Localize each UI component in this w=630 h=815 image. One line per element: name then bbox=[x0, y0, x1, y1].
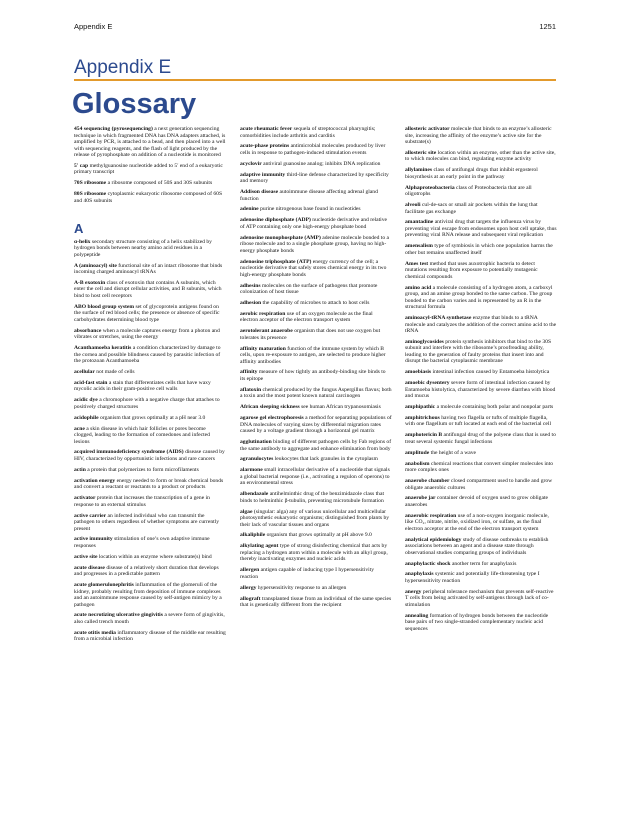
glossary-term: amoebiasis bbox=[405, 369, 432, 376]
glossary-definition: class of exotoxin that contains A subunits, which enter the cell and disrupt cellular activities, and B subunits, which bind to host cell receptors bbox=[74, 279, 222, 299]
glossary-term: activation energy bbox=[74, 477, 116, 484]
glossary-entry bbox=[240, 235, 392, 255]
glossary-entry bbox=[240, 346, 392, 366]
glossary-entry bbox=[405, 495, 557, 508]
glossary-entry bbox=[240, 126, 392, 139]
glossary-term: A (aminoacyl) site bbox=[74, 262, 117, 269]
glossary-entry bbox=[240, 172, 392, 185]
glossary-definition: use of an oxygen molecule as the final electron acceptor of the electron transport system bbox=[240, 310, 373, 324]
glossary-definition: secondary structure consisting of a helix stabilized by hydrogen bonds between nearby amino acid residues in a polypeptide bbox=[74, 238, 212, 258]
glossary-term: aerotolerant anaerobe bbox=[240, 328, 293, 335]
glossary-term: 70S ribosome bbox=[74, 180, 107, 187]
glossary-entry bbox=[240, 328, 392, 341]
glossary-entry bbox=[405, 478, 557, 491]
glossary-term: adenosine monophosphate (AMP) bbox=[240, 234, 321, 241]
glossary-definition: protein synthesis inhibitors that bind to the 30S subunit and interfere with the ribosome’s proofreading ability, leading to the generation of faulty proteins that insert into and disrupt the bacterial cytoplasmic membrane bbox=[405, 338, 552, 365]
glossary-definition: a ribosome composed of 50S and 30S subunits bbox=[107, 180, 213, 187]
glossary-term: acellular bbox=[74, 369, 95, 376]
glossary-definition: third-line defense characterized by specificity and memory bbox=[240, 171, 389, 185]
glossary-term: activator bbox=[74, 495, 96, 502]
glossary-entry bbox=[405, 315, 557, 335]
glossary-entry bbox=[74, 467, 226, 474]
glossary-definition: antimicrobial molecules produced by liver cells in response to pathogen-induced stimulation events bbox=[240, 143, 386, 156]
glossary-term: Ames test bbox=[405, 260, 429, 267]
glossary-entry bbox=[405, 589, 557, 609]
glossary-definition: disease caused by HIV, characterized by opportunistic infections and rare cancers bbox=[74, 449, 225, 462]
glossary-definition: functional site of an intact ribosome that binds incoming charged aminoacyl tRNAs bbox=[74, 262, 223, 276]
glossary-definition: adenine molecule bonded to a ribose molecule and to a single phosphate group, having no high-energy phosphate bonds bbox=[240, 234, 390, 254]
glossary-definition: a condition characterized by damage to the cornea and possible blindness caused by parasitic infection of the protozoan Acanthamoeba bbox=[74, 345, 221, 365]
glossary-definition: a molecule containing both polar and nonpolar parts bbox=[436, 404, 554, 411]
glossary-term: acyclovir bbox=[240, 160, 262, 167]
glossary-definition: use of a non-oxygen inorganic molecule, like CO₂, nitrate, nitrite, oxidized iron, or sulfate, as the final electron acceptor at the end of the electron transport system bbox=[405, 512, 549, 532]
glossary-term: African sleeping sickness bbox=[240, 404, 300, 411]
glossary-term: anergy bbox=[405, 588, 422, 595]
glossary-term: adenosine diphosphate (ADP) bbox=[240, 217, 311, 224]
glossary-column-3 bbox=[405, 126, 557, 637]
running-header bbox=[74, 22, 556, 34]
glossary-term: aerobic respiration bbox=[240, 310, 286, 317]
glossary-term: allosteric activator bbox=[405, 126, 450, 132]
glossary-definition: chemical reactions that convert simpler molecules into more complex ones bbox=[405, 460, 554, 474]
glossary-entry bbox=[405, 537, 557, 557]
glossary-definition: closed compartment used to handle and grow obligate anaerobic cultures bbox=[405, 478, 553, 491]
glossary-definition: function of the immune system by which B cells, upon re-exposure to antigen, are selected to produce higher affinity antibodies bbox=[240, 345, 386, 365]
glossary-definition: molecules on the surface of pathogens that promote colonization of host tissue bbox=[240, 282, 378, 296]
glossary-definition: protein that increases the transcription of a gene in response to an external stimulus bbox=[74, 495, 210, 508]
glossary-definition: a severe form of gingivitis, also called trench mouth bbox=[74, 612, 225, 625]
glossary-definition: purine nitrogenous base found in nucleotides bbox=[260, 206, 361, 213]
glossary-entry bbox=[405, 432, 557, 445]
glossary-column-2 bbox=[240, 126, 392, 613]
glossary-definition: antiviral guanosine analog; inhibits DNA replication bbox=[263, 160, 381, 167]
glossary-entry bbox=[74, 263, 226, 276]
glossary-term: adaptive immunity bbox=[240, 171, 286, 178]
glossary-definition: class of antifungal drugs that inhibit ergosterol biosynthesis at an early point in the pathway bbox=[405, 167, 538, 180]
glossary-term: acute glomerulonephritis bbox=[74, 582, 134, 589]
glossary-entry bbox=[405, 450, 557, 457]
glossary-term: acquired immunodeficiency syndrome (AIDS) bbox=[74, 449, 184, 456]
glossary-entry bbox=[74, 582, 226, 608]
glossary-definition: enzyme that binds to a tRNA molecule and catalyzes the addition of the correct amino acid to the tRNA bbox=[405, 315, 557, 335]
glossary-entry bbox=[240, 206, 392, 213]
section-letter: A bbox=[74, 221, 84, 237]
glossary-entry bbox=[405, 150, 557, 163]
glossary-definition: having two flagella or tufts of multiple flagella, with one flagellum or tuft located at each end of the bacterial cell bbox=[405, 414, 551, 428]
glossary-entry bbox=[74, 180, 226, 187]
glossary-entry bbox=[405, 513, 557, 533]
glossary-entry bbox=[405, 219, 557, 239]
glossary-entry bbox=[74, 280, 226, 300]
glossary-term: alkylating agent bbox=[240, 543, 279, 550]
glossary-definition: systemic and potentially life-threatening type I hypersensitivity reaction bbox=[405, 571, 540, 584]
glossary-definition: type of symbiosis in which one population harms the other but remains unaffected itself bbox=[405, 243, 553, 256]
glossary-entry bbox=[240, 415, 392, 435]
glossary-definition: a method for separating populations of DNA molecules of varying sizes by differential migration rates caused by a voltage gradient through a horizontal gel matrix bbox=[240, 415, 392, 435]
glossary-definition: sequela of streptococcal pharyngitis; comorbidities include arthritis and carditis bbox=[240, 126, 376, 139]
glossary-term: anaphylactic shock bbox=[405, 560, 451, 567]
glossary-definition: antifungal drug of the polyene class that is used to treat several systemic fungal infections bbox=[405, 432, 556, 445]
glossary-term: affinity maturation bbox=[240, 345, 286, 352]
glossary-entry bbox=[240, 161, 392, 168]
glossary-entry bbox=[240, 300, 392, 307]
glossary-entry bbox=[405, 339, 557, 365]
glossary-term: Acanthamoeba keratitis bbox=[74, 345, 132, 352]
glossary-definition: a molecule consisting of a hydrogen atom, a carboxyl group, and an amine group bonded to the same carbon. The group bonded to the carbon varies and is represented by an R in the structural formula bbox=[405, 284, 553, 311]
glossary-term: allograft bbox=[240, 595, 261, 602]
glossary-term: Alphaproteobacteria bbox=[405, 184, 455, 191]
glossary-term: anaphylaxis bbox=[405, 571, 434, 578]
glossary-entry bbox=[240, 439, 392, 452]
glossary-entry bbox=[240, 456, 392, 463]
glossary-term: acidic dye bbox=[74, 397, 98, 404]
glossary-entry bbox=[74, 191, 226, 204]
glossary-entry bbox=[405, 261, 557, 281]
glossary-definition: formation of hydrogen bonds between the nucleotide base pairs of two single-stranded complementary nucleic acid sequences bbox=[405, 612, 549, 632]
glossary-term: anaerobe jar bbox=[405, 495, 436, 502]
glossary-term: adenosine triphosphate (ATP) bbox=[240, 258, 312, 265]
glossary-term: alarmone bbox=[240, 467, 263, 474]
glossary-entry bbox=[240, 404, 392, 411]
glossary-term: amphitrichous bbox=[405, 414, 440, 421]
glossary-entry bbox=[240, 387, 392, 400]
glossary-definition: leukocytes that lack granules in the cytoplasm bbox=[274, 456, 378, 463]
glossary-entry bbox=[405, 613, 557, 633]
glossary-definition: not made of cells bbox=[96, 369, 135, 376]
glossary-definition: disease of a relatively short duration that develops and progresses in a predictable pattern bbox=[74, 564, 219, 578]
glossary-term: agglutination bbox=[240, 439, 272, 446]
glossary-definition: a next generation sequencing technique in which fragmented DNA has DNA adapters attached, is amplified by PCR, is attached to a bead, and then placed into a well with sequencing reagents, and the flash of light produced by the release of pyrophosphate on addition of a nucleotide is monitored bbox=[74, 126, 226, 158]
glossary-entry bbox=[405, 185, 557, 198]
glossary-definition: organism that grows optimally at pH above 9.0 bbox=[266, 532, 372, 539]
glossary-term: ABO blood group system bbox=[74, 303, 135, 310]
glossary-term: aflatoxin bbox=[240, 386, 262, 393]
glossary-term: Addison disease bbox=[240, 189, 279, 196]
glossary-entry bbox=[405, 243, 557, 256]
glossary-term: acidophile bbox=[74, 414, 99, 421]
glossary-term: agarose gel electrophoresis bbox=[240, 415, 304, 422]
glossary-entry bbox=[405, 380, 557, 400]
glossary-definition: (singular: alga) any of various unicellular and multicellular photosynthetic eukaryotic organisms; distinguished from plants by their lack of vascular tissues and organs bbox=[240, 508, 390, 528]
glossary-definition: antihelminthic drug of the benzimidazole class that binds to helminthic β-tubulin, preventing microtubule formation bbox=[240, 491, 385, 504]
glossary-entry bbox=[74, 415, 226, 422]
glossary-term: allergy bbox=[240, 584, 257, 591]
glossary-definition: inflammatory disease of the middle ear resulting from a microbial infection bbox=[74, 629, 226, 643]
glossary-definition: energy currency of the cell; a nucleotide derivative that safely stores chemical energy in its two high-energy phosphate bonds bbox=[240, 258, 387, 278]
glossary-entry bbox=[240, 369, 392, 382]
glossary-entry bbox=[74, 304, 226, 324]
glossary-entry bbox=[74, 554, 226, 561]
glossary-entry bbox=[240, 311, 392, 324]
glossary-term: acute-phase proteins bbox=[240, 143, 290, 150]
glossary-term: analytical epidemiology bbox=[405, 536, 462, 543]
glossary-column-1 bbox=[74, 126, 226, 647]
glossary-term: annealing bbox=[405, 612, 429, 619]
glossary-term: alkaliphile bbox=[240, 532, 266, 539]
glossary-entry bbox=[405, 369, 557, 376]
glossary-definition: a skin disease in which hair follicles or pores become clogged, leading to the formation of comedones and infected lesions bbox=[74, 425, 210, 445]
glossary-entry bbox=[240, 259, 392, 279]
glossary-definition: peripheral tolerance mechanism that prevents self-reactive T cells from being activated by self-antigens through lack of co-stimulation bbox=[405, 588, 554, 608]
appendix-heading: Appendix E bbox=[74, 57, 172, 78]
glossary-definition: a stain that differentiates cells that have waxy mycolic acids in their gram-positive cell walls bbox=[74, 379, 211, 393]
glossary-term: absorbance bbox=[74, 327, 102, 334]
glossary-entry bbox=[240, 467, 392, 487]
glossary-definition: cytoplasmic eukaryotic ribosome composed of 60S and 40S subunits bbox=[74, 191, 223, 204]
glossary-entry bbox=[74, 565, 226, 578]
glossary-definition: a chromophore with a negative charge that attaches to positively charged structures bbox=[74, 397, 220, 410]
glossary-term: agranulocytes bbox=[240, 456, 274, 463]
glossary-entry bbox=[240, 543, 392, 563]
glossary-definition: the height of a wave bbox=[430, 449, 477, 456]
glossary-term: allylamines bbox=[405, 167, 433, 174]
page-number: 1251 bbox=[539, 22, 556, 31]
glossary-term: anabolism bbox=[405, 460, 430, 467]
glossary-entry bbox=[240, 491, 392, 504]
glossary-entry bbox=[240, 143, 392, 156]
glossary-entry bbox=[74, 478, 226, 491]
glossary-definition: hypersensitivity response to an allergen bbox=[257, 584, 347, 591]
glossary-term: actin bbox=[74, 466, 86, 473]
glossary-term: adhesins bbox=[240, 282, 261, 289]
glossary-definition: molecule that binds to an enzyme’s allosteric site, increasing the affinity of the enzyme’s active site for the substrate(s) bbox=[405, 126, 552, 145]
glossary-term: amoebic dysentery bbox=[405, 380, 450, 387]
glossary-term: amantadine bbox=[405, 219, 434, 226]
glossary-entry bbox=[240, 596, 392, 609]
glossary-term: amino acid bbox=[405, 284, 432, 291]
glossary-definition: chemical produced by the fungus Aspergillus flavus; both a toxin and the most potent known natural carcinogen bbox=[240, 386, 392, 400]
glossary-definition: type of strong disinfecting chemical that acts by replacing a hydrogen atom within a molecule with an alkyl group, thereby inactivating enzymes and nucleic acids bbox=[240, 543, 388, 563]
glossary-term: acid-fast stain bbox=[74, 379, 108, 386]
glossary-term: adhesion bbox=[240, 299, 262, 306]
glossary-definition: energy needed to form or break chemical bonds and convert a reactant or reactants to a product or products bbox=[74, 477, 224, 491]
glossary-definition: class of Proteobacteria that are all oligotrophs bbox=[405, 184, 532, 198]
glossary-term: aminoacyl-tRNA synthetase bbox=[405, 315, 472, 322]
glossary-definition: location within an enzyme, other than the active site, to which molecules can bind, regulating enzyme activity bbox=[405, 149, 556, 163]
glossary-definition: transplanted tissue from an individual of the same species that is genetically different from the recipient bbox=[240, 595, 392, 609]
heading-divider bbox=[74, 79, 556, 81]
glossary-term: affinity bbox=[240, 369, 258, 376]
glossary-definition: methylguanosine nucleotide added to 5′ end of a eukaryotic primary transcript bbox=[74, 162, 223, 176]
glossary-entry bbox=[74, 495, 226, 508]
glossary-term: aminoglycosides bbox=[405, 338, 444, 345]
glossary-definition: nucleotide derivative and relative of ATP containing only one high-energy phosphate bond bbox=[240, 217, 387, 230]
glossary-term: amphipathic bbox=[405, 404, 436, 411]
glossary-entry bbox=[240, 189, 392, 202]
glossary-term: active carrier bbox=[74, 512, 107, 519]
header-section-label: Appendix E bbox=[74, 22, 113, 31]
glossary-entry bbox=[74, 513, 226, 533]
glossary-entry bbox=[240, 532, 392, 539]
glossary-entry bbox=[74, 449, 226, 462]
glossary-definition: location within an enzyme where substrate(s) bind bbox=[98, 553, 212, 560]
glossary-entry bbox=[405, 561, 557, 568]
glossary-term: 5′ cap bbox=[74, 162, 89, 169]
glossary-entry bbox=[240, 509, 392, 529]
glossary-definition: severe form of intestinal infection caused by Entamoeba histolytica, characterized by severe diarrhea with blood and mucus bbox=[405, 380, 556, 400]
glossary-entry bbox=[405, 404, 557, 411]
glossary-term: allosteric site bbox=[405, 149, 437, 156]
glossary-definition: organism that does not use oxygen but tolerates its presence bbox=[240, 328, 381, 341]
glossary-definition: inflammation of the glomeruli of the kidney, probably resulting from deposition of immune complexes and an autoimmune response caused by self-antigen mimicry by a pathogen bbox=[74, 582, 222, 608]
glossary-term: adenine bbox=[240, 206, 259, 213]
glossary-entry bbox=[74, 426, 226, 446]
glossary-term: A-B exotoxin bbox=[74, 279, 106, 286]
glossary-term: 454 sequencing (pyrosequencing) bbox=[74, 126, 153, 132]
glossary-entry bbox=[405, 285, 557, 311]
glossary-entry bbox=[405, 167, 557, 180]
glossary-definition: autoimmune disease affecting adrenal gland function bbox=[240, 189, 378, 202]
glossary-entry bbox=[74, 328, 226, 341]
glossary-term: albendazole bbox=[240, 491, 269, 498]
glossary-term: acute rheumatic fever bbox=[240, 126, 293, 132]
glossary-definition: another term for anaphylaxis bbox=[451, 560, 517, 567]
glossary-definition: when a molecule captures energy from a photon and vibrates or stretches, using the energy bbox=[74, 327, 220, 341]
glossary-term: active immunity bbox=[74, 536, 113, 543]
glossary-definition: small intracellular derivative of a nucleotide that signals a global bacterial response (i.e., activating a regulon of operons) to an environmental stress bbox=[240, 467, 390, 487]
glossary-definition: antiviral drug that targets the influenza virus by preventing viral escape from endosomes upon host cell uptake, thus preventing viral RNA release and subsequent viral replication bbox=[405, 219, 557, 239]
glossary-definition: study of disease outbreaks to establish associations between an agent and a disease state through observational studies comparing groups of individuals bbox=[405, 536, 549, 556]
glossary-term: amensalism bbox=[405, 243, 433, 250]
glossary-term: anaerobic respiration bbox=[405, 512, 457, 519]
glossary-definition: measure of how tightly an antibody-binding site binds to its epitope bbox=[240, 369, 386, 382]
glossary-term: acne bbox=[74, 425, 85, 432]
glossary-definition: set of glycoprotein antigens found on the surface of red blood cells; the presence or absence of specific carbohydrates determining blood type bbox=[74, 303, 220, 323]
glossary-term: acute necrotizing ulcerative gingivitis bbox=[74, 612, 163, 619]
glossary-term: amplitude bbox=[405, 449, 430, 456]
glossary-definition: method that uses auxotrophic bacteria to detect mutations resulting from exposure to potentially mutagenic chemical compounds bbox=[405, 260, 538, 280]
glossary-entry bbox=[74, 630, 226, 643]
glossary-definition: intestinal infection caused by Entamoeba histolytica bbox=[432, 369, 550, 376]
glossary-term: α-helix bbox=[74, 238, 91, 245]
glossary-entry bbox=[74, 239, 226, 259]
glossary-entry bbox=[74, 345, 226, 365]
glossary-entry bbox=[405, 415, 557, 428]
glossary-entry bbox=[240, 217, 392, 230]
glossary-term: acute disease bbox=[74, 564, 105, 571]
glossary-definition: cul-de-sacs or small air pockets within the lung that facilitate gas exchange bbox=[405, 202, 538, 215]
glossary-definition: antigen capable of inducing type I hypersensitivity reaction bbox=[240, 567, 375, 580]
glossary-entry bbox=[74, 369, 226, 376]
glossary-term: alveoli bbox=[405, 202, 421, 209]
page-title: Glossary bbox=[72, 88, 197, 120]
glossary-term: allergen bbox=[240, 567, 260, 574]
glossary-term: anaerobe chamber bbox=[405, 478, 450, 485]
glossary-entry bbox=[74, 126, 226, 159]
glossary-definition: container devoid of oxygen used to grow obligate anaerobes bbox=[405, 495, 548, 508]
glossary-entry bbox=[74, 612, 226, 625]
glossary-term: algae bbox=[240, 508, 253, 515]
glossary-entry bbox=[74, 397, 226, 410]
glossary-definition: organism that grows optimally at a pH near 3.0 bbox=[99, 414, 206, 421]
glossary-definition: a protein that polymerizes to form microfilaments bbox=[87, 466, 199, 473]
glossary-definition: the capability of microbes to attach to host cells bbox=[262, 299, 370, 306]
glossary-definition: binding of different pathogen cells by Fab regions of the same antibody to aggregate and enhance elimination from body bbox=[240, 439, 392, 452]
glossary-entry bbox=[74, 536, 226, 549]
glossary-entry bbox=[405, 571, 557, 584]
glossary-definition: stimulation of one’s own adaptive immune responses bbox=[74, 536, 210, 549]
glossary-term: acute otitis media bbox=[74, 629, 116, 636]
glossary-term: 80S ribosome bbox=[74, 191, 107, 198]
glossary-definition: an infected individual who can transmit the pathogen to others regardless of whether symptoms are currently present bbox=[74, 512, 220, 532]
glossary-term: amphotericin B bbox=[405, 432, 443, 439]
glossary-entry bbox=[405, 126, 557, 146]
glossary-entry bbox=[240, 283, 392, 296]
glossary-entry bbox=[74, 163, 226, 176]
glossary-entry bbox=[74, 380, 226, 393]
glossary-entry bbox=[405, 461, 557, 474]
glossary-entry bbox=[405, 202, 557, 215]
glossary-definition: see human African trypanosomiasis bbox=[301, 404, 381, 411]
glossary-entry bbox=[240, 567, 392, 580]
glossary-term: active site bbox=[74, 553, 98, 560]
glossary-entry bbox=[240, 585, 392, 592]
